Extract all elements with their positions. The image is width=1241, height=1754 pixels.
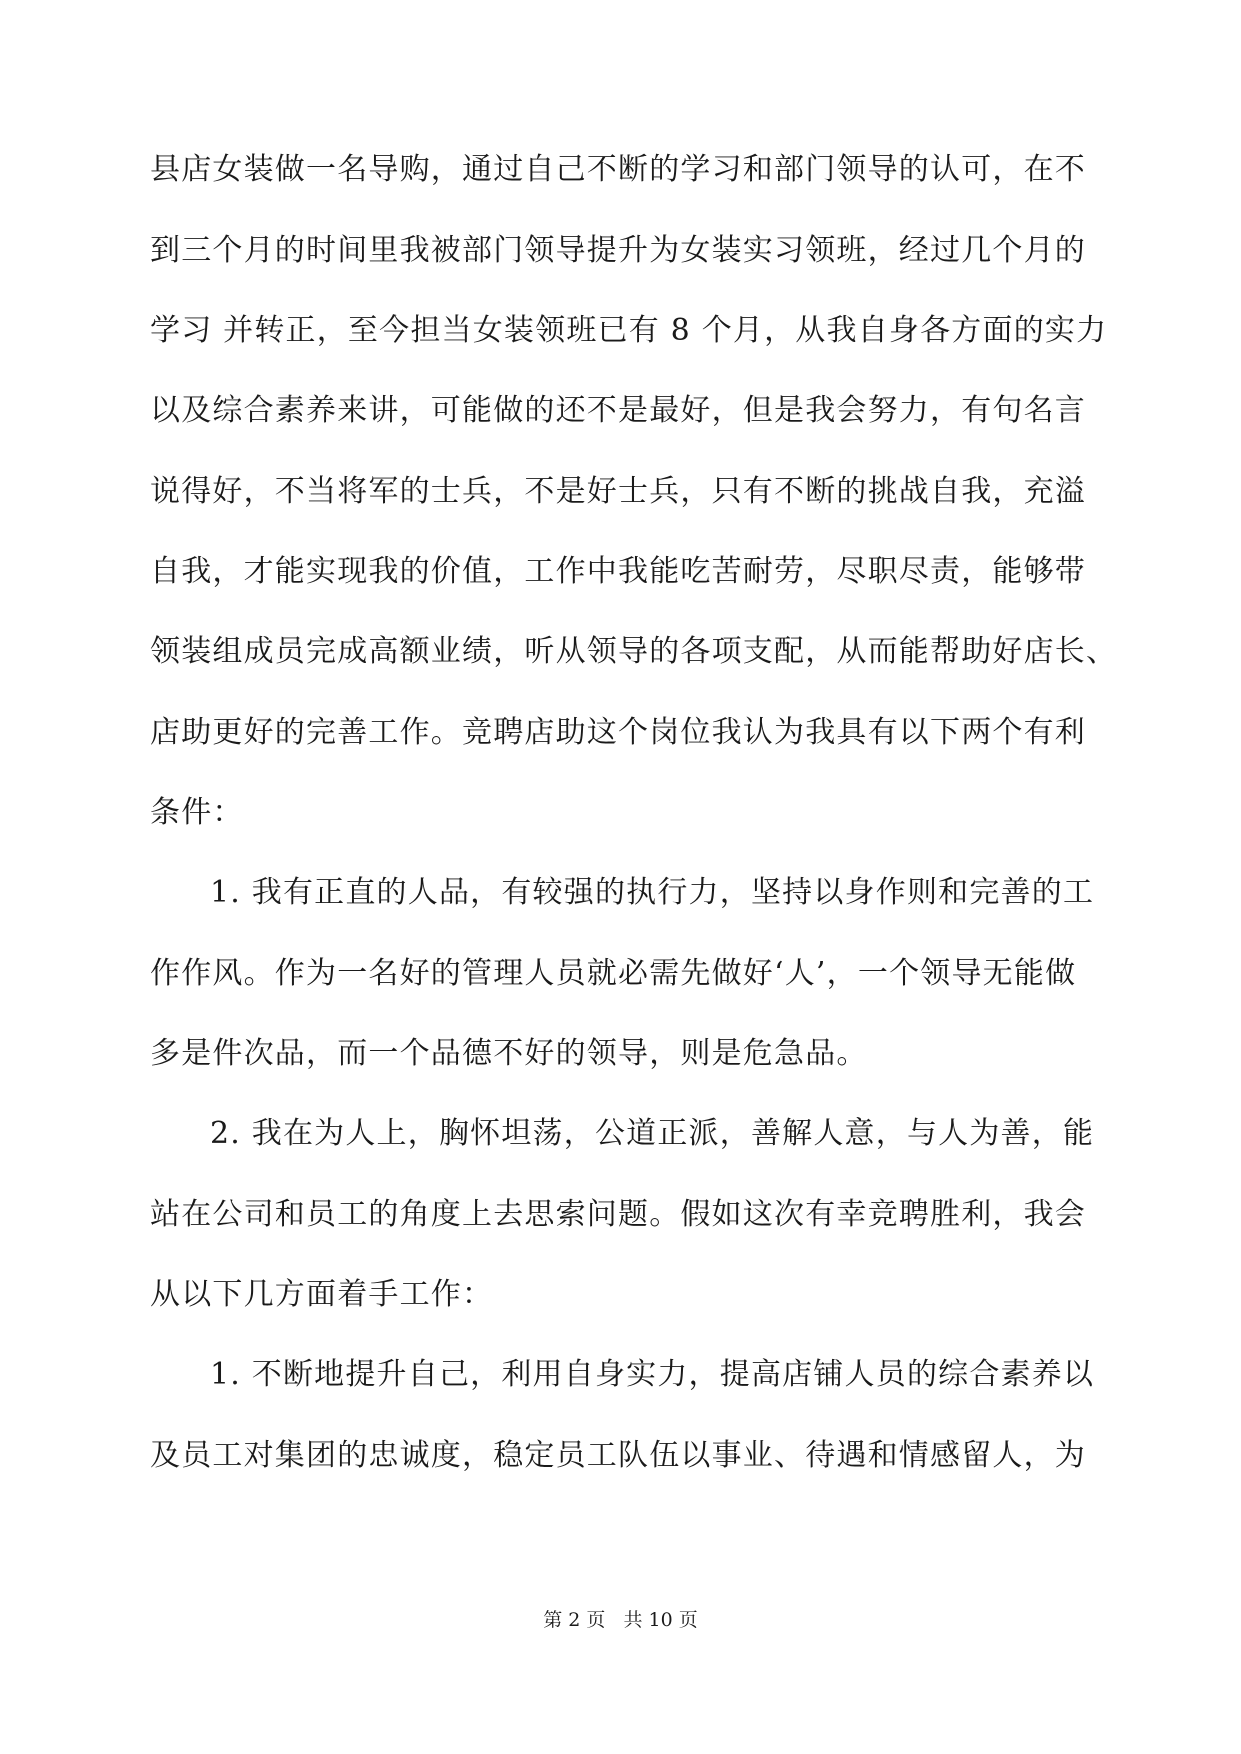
- text-line: 从以下几方面着手工作：: [150, 1277, 494, 1312]
- text-line: 及员工对集团的忠诚度，稳定员工队伍以事业、待遇和情感留人，为: [150, 1438, 1086, 1473]
- text-line: 县店女装做一名导购，通过自己不断的学习和部门领导的认可，在不: [150, 152, 1086, 187]
- text-line: 店助更好的完善工作。竞聘店助这个岗位我认为我具有以下两个有利: [150, 715, 1086, 750]
- text-line: 作作风。作为一名好的管理人员就必需先做好‘人’，一个领导无能做: [150, 956, 1077, 991]
- text-line: 说得好，不当将军的士兵，不是好士兵，只有不断的挑战自我，充溢: [150, 474, 1086, 509]
- text-line: 站在公司和员工的角度上去思索问题。假如这次有幸竞聘胜利，我会: [150, 1197, 1086, 1232]
- text-line: 多是件次品，而一个品德不好的领导，则是危急品。: [150, 1036, 868, 1071]
- text-line: 2. 我在为人上，胸怀坦荡，公道正派，善解人意，与人为善，能: [210, 1116, 1095, 1151]
- text-line: 自我，才能实现我的价值，工作中我能吃苦耐劳，尽职尽责，能够带: [150, 554, 1086, 589]
- text-line: 条件：: [150, 795, 244, 830]
- text-line: 1. 不断地提升自己，利用自身实力，提高店铺人员的综合素养以: [210, 1357, 1095, 1392]
- page-number: 第 2 页: [543, 1609, 606, 1631]
- text-line: 以及综合素养来讲，可能做的还不是最好，但是我会努力，有句名言: [150, 393, 1086, 428]
- text-line: 领装组成员完成高额业绩，听从领导的各项支配，从而能帮助好店长、: [150, 634, 1118, 669]
- text-line: 到三个月的时间里我被部门领导提升为女装实习领班，经过几个月的: [150, 233, 1086, 268]
- page-footer: [0, 1608, 1241, 1632]
- text-line: 学习 并转正，至今担当女装领班已有 8 个月，从我自身各方面的实力: [150, 313, 1108, 348]
- page-total: 共 10 页: [623, 1609, 698, 1631]
- text-line: 1. 我有正直的人品，有较强的执行力，坚持以身作则和完善的工: [210, 875, 1095, 910]
